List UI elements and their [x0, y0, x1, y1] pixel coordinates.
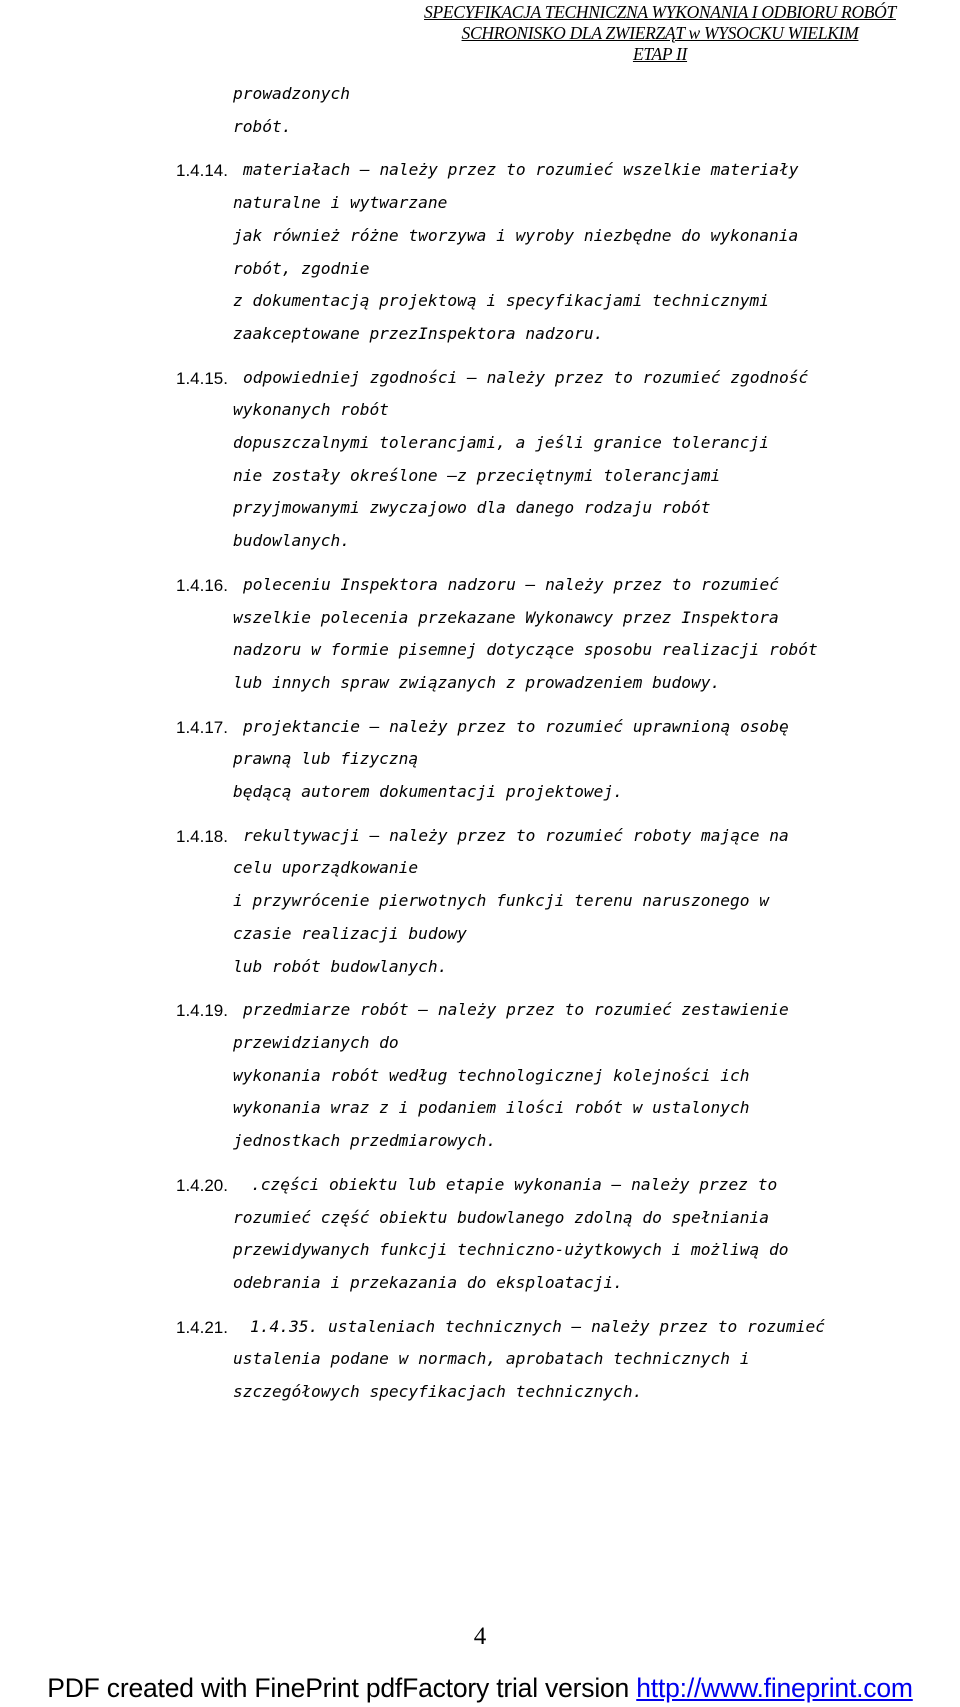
text-line: prowadzonych	[233, 84, 350, 103]
text-line: nie zostały określone –z przeciętnymi tolerancjami	[233, 465, 721, 485]
item-number: 1.4.19.	[176, 1001, 228, 1021]
text-line: .części obiektu lub etapie wykonania – należy przez to	[251, 1174, 778, 1194]
text-line: jednostkach przedmiarowych.	[233, 1131, 497, 1151]
text-line: rekultywacji – należy przez to rozumieć roboty mające na	[243, 825, 789, 845]
text-line: rozumieć część obiektu budowlanego zdolną do spełniania	[233, 1207, 770, 1227]
text-line: odebrania i przekazania do eksploatacji.	[233, 1272, 623, 1292]
item-number: 1.4.18.	[176, 826, 228, 846]
text-line: wykonania wraz z i podaniem ilości robót w ustalonych	[233, 1098, 750, 1118]
text-line: nadzoru w formie pisemnej dotyczące sposobu realizacji robót	[233, 640, 818, 660]
definition-item	[0, 154, 960, 350]
definition-item	[0, 1311, 960, 1409]
item-number: 1.4.21.	[176, 1317, 228, 1337]
item-number: 1.4.15.	[176, 368, 228, 388]
text-line: odpowiedniej zgodności – należy przez to rozumieć zgodność	[243, 367, 809, 387]
text-line: będącą autorem dokumentacji projektowej.	[233, 782, 623, 802]
definition-item	[0, 1169, 960, 1300]
text-line: szczegółowych specyfikacjach technicznych.	[233, 1382, 643, 1402]
document-header	[380, 2, 940, 65]
text-line: prawną lub fizyczną	[233, 749, 419, 769]
text-line: projektancie – należy przez to rozumieć uprawnioną osobę	[243, 716, 789, 736]
footer-link[interactable]: http://www.fineprint.com	[636, 1673, 913, 1703]
header-project: SCHRONISKO DLA ZWIERZĄT w WYSOCKU WIELKIM	[461, 23, 859, 43]
text-line: wszelkie polecenia przekazane Wykonawcy przez Inspektora	[233, 607, 779, 627]
header-title: SPECYFIKACJA TECHNICZNA WYKONANIA I ODBIORU ROBÓT	[424, 2, 896, 22]
text-line: 1.4.35. ustaleniach technicznych – należy przez to rozumieć	[250, 1316, 825, 1336]
definition-item	[0, 711, 960, 809]
header-stage: ETAP II	[632, 44, 688, 64]
definition-item	[0, 362, 960, 558]
text-line: ustalenia podane w normach, aprobatach technicznych i	[233, 1349, 750, 1369]
text-line: zaakceptowane przezInspektora nadzoru.	[233, 323, 604, 343]
document-body	[0, 78, 960, 1409]
text-line: czasie realizacji budowy	[233, 923, 467, 943]
item-number: 1.4.20.	[176, 1175, 228, 1195]
item-number: 1.4.14.	[176, 161, 228, 181]
text-line: naturalne i wytwarzane	[233, 193, 448, 213]
definition-item	[0, 569, 960, 700]
item-number: 1.4.17.	[176, 717, 228, 737]
text-line: wykonania robót według technologicznej kolejności ich	[233, 1065, 750, 1085]
item-number: 1.4.16.	[176, 575, 228, 595]
text-line: lub robót budowlanych.	[233, 956, 448, 976]
text-line: przewidzianych do	[233, 1032, 399, 1052]
text-line: robót, zgodnie	[233, 258, 370, 278]
text-line: budowlanych.	[233, 531, 350, 551]
page-number: 4	[473, 1623, 487, 1650]
text-line: poleceniu Inspektora nadzoru — należy przez to rozumieć	[243, 574, 780, 594]
pdf-footer	[0, 1672, 960, 1704]
text-line: lub innych spraw związanych z prowadzeniem budowy.	[233, 672, 721, 692]
text-line: przewidywanych funkcji techniczno-użytkowych i możliwą do	[233, 1240, 789, 1260]
text-line: z dokumentacją projektową i specyfikacjami technicznymi	[233, 291, 770, 311]
text-line: robót.	[233, 116, 292, 136]
text-line: celu uporządkowanie	[233, 858, 419, 878]
definition-item	[0, 820, 960, 984]
definition-item	[0, 994, 960, 1158]
text-line: dopuszczalnymi tolerancjami, a jeśli granice tolerancji	[233, 433, 770, 453]
text-line: i przywrócenie pierwotnych funkcji terenu naruszonego w	[233, 891, 770, 911]
footer-text: PDF created with FinePrint pdfFactory trial version	[47, 1673, 637, 1703]
text-line: materiałach – należy przez to rozumieć wszelkie materiały	[243, 160, 799, 180]
text-line: przyjmowanymi zwyczajowo dla danego rodzaju robót	[233, 498, 711, 518]
text-line: jak również różne tworzywa i wyroby niezbędne do wykonania	[233, 225, 799, 245]
text-line: przedmiarze robót – należy przez to rozumieć zestawienie	[243, 1000, 789, 1020]
text-line: wykonanych robót	[233, 400, 389, 420]
intro-continuation	[0, 78, 960, 143]
